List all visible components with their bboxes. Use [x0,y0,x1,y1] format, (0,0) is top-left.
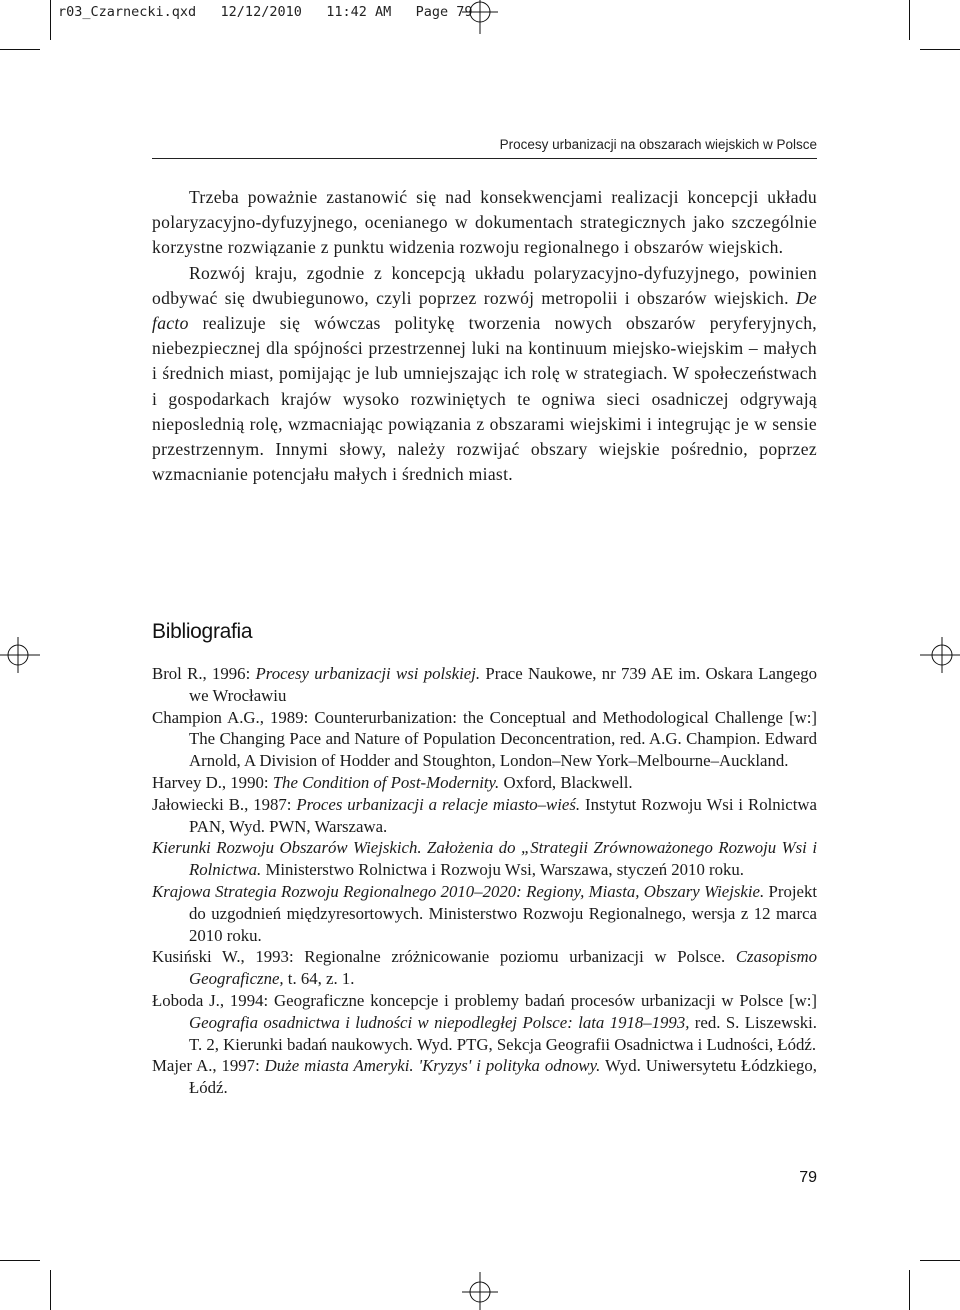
entry-text: Projekt do uzgodnień międzyresortowych. Ministerstwo Rozwoju Regionalnego, wersja z 12 marca 2010 roku. [189,881,817,945]
crop-mark-bottom-left-h [0,1260,40,1261]
paragraph: Trzeba poważnie zastanowić się nad konsekwencjami realizacji koncepcji układu polaryzacyjno-dyfuzyjnego, ocenianego w dokumentach strategicznych jako szczególnie korzystne rozwiązanie z punktu widzenia rozwoju regionalnego i obszarów wiejskich. [152,187,817,258]
entry-title: Duże miasta Ameryki. 'Kryzys' i polityka odnowy. [264,1056,601,1076]
registration-mark-left-icon [0,633,44,677]
bibliography-list [152,663,817,1099]
entry-title: Procesy urbanizacji wsi polskiej. [255,664,481,683]
bibliography-entry [152,663,817,707]
paragraph-text: Rozwój kraju, zgodnie z koncepcją układu polaryzacyjno-dyfuzyjnego, powinien odbywać się dwubiegunowo, czyli poprzez rozwój metropolii i obszarów wiejskich. [152,262,817,308]
entry-title: Geografia osadnictwa i ludności w niepodległej Polsce: lata 1918–1993, [189,1012,690,1032]
bibliography-entry [152,794,817,838]
bibliography-entry [152,990,817,1055]
registration-mark-top-icon [458,0,502,34]
registration-mark-bottom-icon [458,1272,502,1310]
crop-mark-bottom-left-v [50,1270,51,1310]
bibliography-entry [152,837,817,881]
crop-mark-bottom-right-h [920,1260,960,1261]
entry-title: Proces urbanizacji a relacje miasto–wieś. [296,794,581,814]
bibliography-entry [152,881,817,946]
entry-text: Harvey D., 1990: [152,772,273,792]
paragraph-italic-text: De facto [152,287,817,334]
entry-text: Kusiński W., 1993: Regionalne zróżnicowanie poziomu urbanizacji w Polsce. [152,947,736,967]
crop-mark-top-right-v [909,0,910,40]
crop-mark-top-left-h [0,49,40,50]
entry-text: Wyd. Uniwersytetu Łódzkiego, Łódź. [189,1056,818,1098]
entry-text: Majer A., 1997: [152,1056,265,1076]
crop-mark-bottom-right-v [909,1270,910,1310]
bibliography-entry [152,1055,817,1099]
entry-text: Prace Naukowe, nr 739 AE im. Oskara Langego we Wrocławiu [189,664,817,705]
crop-mark-top-right-h [920,49,960,50]
entry-text: t. 64, z. 1. [283,969,355,989]
header-rule [152,158,817,159]
body-text [152,185,817,487]
registration-mark-right-icon [916,633,960,677]
entry-title: Krajowa Strategia Rozwoju Regionalnego 2010–2020: Regiony, Miasta, Obszary Wiejskie. [152,881,765,901]
page-number: 79 [799,1169,817,1186]
running-head: Procesy urbanizacji na obszarach wiejskich w Polsce [499,137,817,152]
crop-mark-top-left-v [50,0,51,40]
entry-text: Oxford, Blackwell. [499,772,633,792]
entry-text: Champion A.G., 1989: Counterurbanization: the Conceptual and Methodological Challenge [w:] The Changing Pace and Nature of Population Deconcentration, red. A.G. Champion. Edward Arnold, A Division of Hodder and Stoughton, London–New York–Melbourne–Auckland. [152,707,817,771]
bibliography-heading: Bibliografia [152,620,253,643]
entry-title: The Condition of Post-Modernity. [272,772,500,792]
entry-title: Kierunki Rozwoju Obszarów Wiejskich. Założenia do „Strategii Zrównoważonego Rozwoju Wsi i Rolnictwa. [152,838,817,880]
entry-text: Jałowiecki B., 1987: [152,794,297,814]
bibliography-entry [152,946,817,990]
paragraph-text: realizuje się wówczas politykę tworzenia nowych obszarów peryferyjnych, niebezpiecznej dla spójności przestrzennej luki na kontinuum miejsko-wiejskim – małych i średnich miast, pomijając je lub umniejszając ich rolę w strategiach. W społeczeństwach i gospodarkach krajów wysoko rozwiniętych te ogniwa sieci osadniczej odgrywają nieposlednią rolę, wzmacniając powiązania z obszarami wiejskimi i integrując je w sensie przestrzennym. Innymi słowy, należy rozwijać obszary wiejskie pośrednio, poprzez wzmacnianie potencjału małych i średnich miast. [152,313,817,485]
entry-text: Ministerstwo Rolnictwa i Rozwoju Wsi, Warszawa, styczeń 2010 roku. [261,860,744,880]
bibliography-entry [152,772,817,794]
entry-text: Brol R., 1996: [152,664,256,683]
bibliography-entry [152,707,817,772]
entry-text: red. S. Liszewski. T. 2, Kierunki badań naukowych. Wyd. PTG, Sekcja Geografii Osadnictwa i Ludności, Łódź. [189,1012,817,1054]
entry-title: Czasopismo Geograficzne, [189,947,817,989]
entry-text: Instytut Rozwoju Wsi i Rolnictwa PAN, Wyd. PWN, Warszawa. [189,794,817,836]
slug-line: r03_Czarnecki.qxd 12/12/2010 11:42 AM Page 79 [58,4,473,20]
entry-text: Łoboda J., 1994: Geograficzne koncepcje i problemy badań procesów urbanizacji w Polsce [w:] [152,990,817,1010]
paragraph [152,261,817,488]
